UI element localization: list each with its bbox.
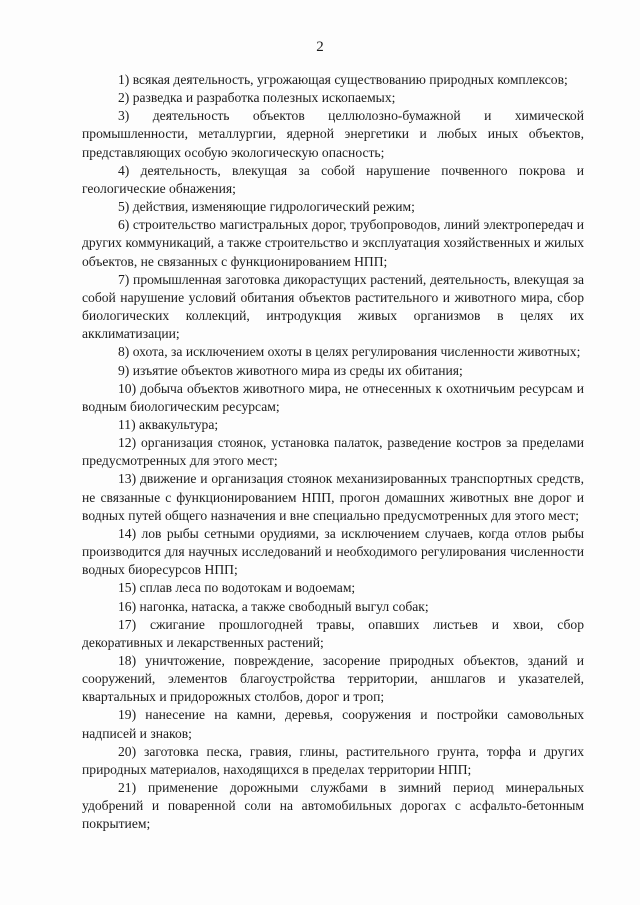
list-item: 21) применение дорожными службами в зимний период минеральных удобрений и поваренной соли на автомобильных дорогах с асфальто-бетонным покрытием;	[82, 780, 584, 832]
page-number: 2	[316, 39, 324, 55]
list-item: 11) аквакультура;	[118, 416, 219, 432]
prohibited-activities-list	[82, 71, 584, 834]
list-item: 15) сплав леса по водотокам и водоемам;	[118, 580, 356, 596]
list-item: 19) нанесение на камни, деревья, сооружения и постройки самовольных надписей и знаков;	[82, 707, 584, 741]
list-item: 8) охота, за исключением охоты в целях регулирования численности животных;	[118, 344, 581, 360]
list-item: 17) сжигание прошлогодней травы, опавших листьев и хвои, сбор декоративных и лекарственных растений;	[82, 616, 584, 650]
list-item: 10) добыча объектов животного мира, не отнесенных к охотничьим ресурсам и водным биологическим ресурсам;	[82, 380, 584, 414]
list-item: 16) нагонка, натаска, а также свободный выгул собак;	[118, 598, 429, 614]
list-item: 1) всякая деятельность, угрожающая существованию природных комплексов;	[118, 72, 568, 87]
list-item: 14) лов рыбы сетными орудиями, за исключением случаев, когда отлов рыбы производится для научных исследований и необходимого регулирования численности водных биоресурсов НПП;	[82, 525, 584, 578]
list-item: 13) движение и организация стоянок механизированных транспортных средств, не связанные с функционированием НПП, прогон домашних животных вне дорог и водных путей общего назначения и вне специально предусмотренных для этого мест;	[82, 471, 584, 523]
list-item: 9) изъятие объектов животного мира из среды их обитания;	[118, 362, 463, 378]
list-item: 3) деятельность объектов целлюлозно-бумажной и химической промышленности, металлургии, ядерной энергетики и любых иных объектов, представляющих особую экологическую опасность;	[82, 108, 584, 160]
list-item: 5) действия, изменяющие гидрологический режим;	[118, 199, 415, 215]
list-item: 4) деятельность, влекущая за собой нарушение почвенного покрова и геологические обнажения;	[82, 162, 584, 196]
list-item: 12) организация стоянок, установка палаток, разведение костров за пределами предусмотренных для этого мест;	[82, 435, 584, 469]
list-item: 18) уничтожение, повреждение, засорение природных объектов, зданий и сооружений, элементов благоустройства территории, аншлагов и указателей, квартальных и придорожных столбов, дорог и троп;	[82, 653, 584, 705]
list-item: 6) строительство магистральных дорог, трубопроводов, линий электропередач и других коммуникаций, а также строительство и эксплуатация хозяйственных и жилых объектов, не связанных с функционированием НПП;	[82, 217, 584, 269]
list-item: 20) заготовка песка, гравия, глины, растительного грунта, торфа и других природных материалов, находящихся в пределах территории НПП;	[82, 743, 584, 777]
list-item: 2) разведка и разработка полезных ископаемых;	[118, 90, 396, 106]
list-item: 7) промышленная заготовка дикорастущих растений, деятельность, влекущая за собой нарушение условий обитания объектов растительного и животного мира, сбор биологических коллекций, интродукция живых организмов в целях их акклиматизации;	[82, 271, 584, 342]
